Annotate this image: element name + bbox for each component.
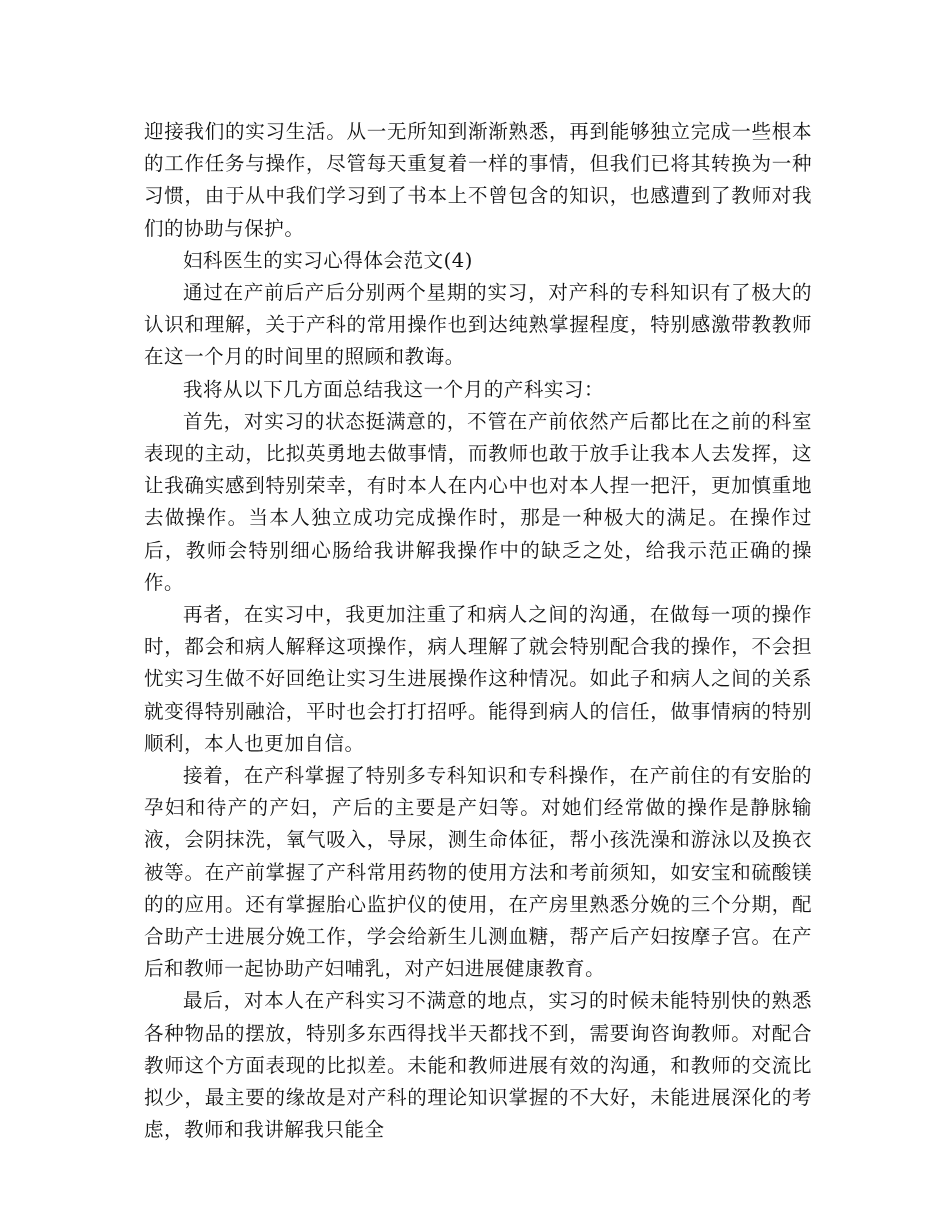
paragraph-6: 再者，在实习中，我更加注重了和病人之间的沟通，在做每一项的操作时，都会和病人解释这项操作，病人理解了就会特别配合我的操作，不会担忧实习生做不好回绝让实习生进展操作这种情况。如此子和病人之间的关系就变得特别融洽，平时也会打打招呼。能得到病人的信任，做事情病的特别顺利，本人也更加自信。 [144,603,812,755]
paragraph-5: 首先，对实习的状态挺满意的，不管在产前依然产后都比在之前的科室表现的主动，比拟英勇地去做事情，而教师也敢于放手让我本人去发挥，这让我确实感到特别荣幸，有时本人在内心中也对本人捏一把汗，更加慎重地去做操作。当本人独立成功完成操作时，那是一种极大的满足。在操作过后，教师会特别细心肠给我讲解我操作中的缺乏之处，给我示范正确的操作。 [144,409,812,594]
section-heading: 妇科医生的实习心得体会范文(4) [183,248,473,272]
paragraph-3: 通过在产前后产后分别两个星期的实习，对产科的专科知识有了极大的认识和理解，关于产科的常用操作也到达纯熟掌握程度，特别感激带教教师在这一个月的时间里的照顾和教诲。 [144,281,812,369]
document-body [144,116,812,1147]
paragraph-8: 最后，对本人在产科实习不满意的地点，实习的时候未能特别快的熟悉各种物品的摆放，特别多东西得找半天都找不到，需要询咨询教师。对配合教师这个方面表现的比拟差。未能和教师进展有效的沟通，和教师的交流比拟少，最主要的缘故是对产科的理论知识掌握的不大好，未能进展深化的考虑，教师和我讲解我只能全 [144,989,812,1142]
paragraph-7: 接着，在产科掌握了特别多专科知识和专科操作，在产前住的有安胎的孕妇和待产的产妇，产后的主要是产妇等。对她们经常做的操作是静脉输液，会阴抹洗，氧气吸入，导尿，测生命体征，帮小孩洗澡和游泳以及换衣被等。在产前掌握了产科常用药物的使用方法和考前须知，如安宝和硫酸镁的的应用。还有掌握胎心监护仪的使用，在产房里熟悉分娩的三个分期，配合助产士进展分娩工作，学会给新生儿测血糖，帮产后产妇按摩子宫。在产后和教师一起协助产妇哺乳，对产妇进展健康教育。 [144,764,812,981]
paragraph-1: 迎接我们的实习生活。从一无所知到渐渐熟悉，再到能够独立完成一些根本的工作任务与操作，尽管每天重复着一样的事情，但我们已将其转换为一种习惯，由于从中我们学习到了书本上不曾包含的知识，也感遭到了教师对我们的协助与保护。 [144,120,812,240]
paragraph-4: 我将从以下几方面总结我这一个月的产科实习： [183,377,605,401]
